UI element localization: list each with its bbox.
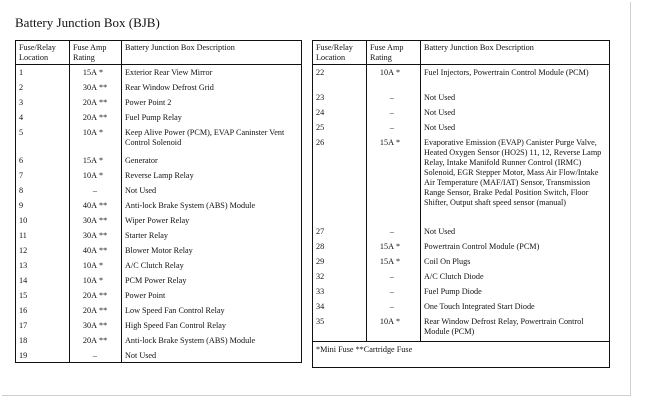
amp-rating-cell (70, 183, 122, 198)
amp-rating: – (389, 226, 394, 236)
amp-rating-cell (70, 258, 122, 273)
fuse-type-mark: * (396, 137, 401, 147)
fuse-description: Anti-lock Brake System (ABS) Module (125, 335, 256, 345)
fuse-description: Not Used (125, 185, 157, 195)
fuse-description: Reverse Lamp Relay (125, 170, 194, 180)
fuse-type-mark: * (99, 170, 104, 180)
fuse-location: 9 (16, 198, 70, 213)
amp-rating: 30A (82, 215, 97, 225)
amp-rating-cell (70, 318, 122, 333)
fuse-location: 26 (313, 135, 367, 224)
table-row (313, 314, 610, 342)
amp-rating-cell (70, 125, 122, 153)
amp-rating: – (389, 122, 394, 132)
amp-rating: 40A (82, 200, 97, 210)
amp-rating-cell (70, 348, 122, 363)
table-row (16, 243, 302, 258)
table-row (16, 95, 302, 110)
fuse-table-right (312, 40, 610, 368)
table-row (313, 254, 610, 269)
fuse-description: Coil On Plugs (424, 256, 471, 266)
fuse-description: Starter Relay (125, 230, 168, 240)
fuse-location: 15 (16, 288, 70, 303)
fuse-location: 35 (313, 314, 367, 342)
amp-rating-cell (367, 269, 421, 284)
fuse-type-mark: ** (99, 305, 108, 315)
amp-rating: 15A (82, 155, 97, 165)
amp-rating-cell (70, 65, 122, 80)
footnote-row (313, 342, 610, 368)
table-row (16, 333, 302, 348)
table-row (16, 125, 302, 153)
amp-rating-cell (70, 168, 122, 183)
table-row (16, 183, 302, 198)
fuse-location: 24 (313, 105, 367, 120)
fuse-description: High Speed Fan Control Relay (125, 320, 226, 330)
amp-rating-cell (367, 90, 421, 105)
fuse-location: 7 (16, 168, 70, 183)
fuse-type-mark: * (99, 260, 104, 270)
fuse-location: 4 (16, 110, 70, 125)
amp-rating: 10A (379, 68, 394, 77)
amp-rating: 30A (82, 230, 97, 240)
fuse-type-mark: * (396, 241, 401, 251)
header-description: Battery Junction Box Description (122, 41, 302, 65)
table-header-row (16, 41, 302, 65)
fuse-description: Fuel Injectors, Powertrain Control Module (PCM) (424, 68, 589, 77)
amp-rating-cell (70, 198, 122, 213)
table-row (16, 153, 302, 168)
fuse-type-mark: * (99, 155, 104, 165)
amp-rating-cell (367, 254, 421, 269)
fuse-type-mark: ** (99, 245, 108, 255)
table-row (16, 213, 302, 228)
fuse-description: One Touch Integrated Start Diode (424, 301, 535, 311)
amp-rating-cell (367, 314, 421, 342)
amp-rating: – (389, 107, 394, 117)
fuse-type-mark: ** (99, 320, 108, 330)
table-row (16, 303, 302, 318)
fuse-description: Evaporative Emission (EVAP) Canister Purge Valve, Heated Oxygen Sensor (HO2S) 11, 12, Reverse Lamp Relay, Intake Manifold Runner Control (IRMC) Solenoid, EGR Stepper Motor, Mass Air Flow/Intake Air Temperature (MAF/IAT) Sensor, Transmission Range Sensor, Brake Pedal Position Switch, Floor Shifter, Output shaft speed sensor (manual) (424, 137, 602, 207)
fuse-description: Rear Window Defrost Relay, Powertrain Control Module (PCM) (424, 316, 584, 336)
fuse-location: 34 (313, 299, 367, 314)
header-amp-rating: Fuse Amp Rating (367, 41, 421, 65)
amp-rating-cell (70, 228, 122, 243)
fuse-location: 11 (16, 228, 70, 243)
amp-rating: 30A (82, 320, 97, 330)
amp-rating-cell (70, 110, 122, 125)
fuse-description: Rear Window Defrost Grid (125, 82, 214, 92)
amp-rating: 15A (379, 241, 394, 251)
fuse-description: Blower Motor Relay (125, 245, 193, 255)
fuse-location: 19 (16, 348, 70, 363)
amp-rating: – (389, 301, 394, 311)
amp-rating: – (92, 185, 97, 195)
amp-rating-cell (367, 299, 421, 314)
table-row (313, 90, 610, 105)
fuse-type-mark: ** (99, 200, 108, 210)
fuse-location: 22 (313, 65, 367, 90)
fuse-type-mark: ** (99, 290, 108, 300)
footnote: *Mini Fuse **Cartridge Fuse (313, 342, 610, 368)
fuse-type-mark: ** (99, 215, 108, 225)
amp-rating-cell (367, 65, 421, 90)
amp-rating: – (389, 92, 394, 102)
fuse-type-mark: * (396, 316, 401, 326)
fuse-location: 2 (16, 80, 70, 95)
table-row (16, 65, 302, 80)
fuse-description: Not Used (424, 122, 456, 132)
amp-rating-cell (70, 288, 122, 303)
amp-rating: 10A (82, 260, 97, 270)
fuse-location: 27 (313, 224, 367, 239)
header-fuse-location: Fuse/Relay Location (313, 41, 367, 65)
fuse-description: Generator (125, 155, 158, 165)
amp-rating-cell (367, 284, 421, 299)
fuse-type-mark: ** (99, 335, 108, 345)
table-row (313, 105, 610, 120)
fuse-description: Not Used (125, 350, 157, 360)
fuse-description: Powertrain Control Module (PCM) (424, 241, 540, 251)
table-row (16, 273, 302, 288)
amp-rating: 40A (82, 245, 97, 255)
header-description: Battery Junction Box Description (421, 41, 610, 65)
fuse-location: 28 (313, 239, 367, 254)
amp-rating-cell (367, 120, 421, 135)
amp-rating-cell (367, 135, 421, 224)
fuse-location: 10 (16, 213, 70, 228)
fuse-type-mark: ** (99, 112, 108, 122)
amp-rating: 10A (379, 316, 394, 326)
table-row (16, 318, 302, 333)
amp-rating-cell (70, 303, 122, 318)
fuse-location: 32 (313, 269, 367, 284)
amp-rating: – (389, 271, 394, 281)
table-row (16, 288, 302, 303)
fuse-location: 18 (16, 333, 70, 348)
fuse-description: Low Speed Fan Control Relay (125, 305, 225, 315)
fuse-location: 23 (313, 90, 367, 105)
fuse-description: Anti-lock Brake System (ABS) Module (125, 200, 256, 210)
amp-rating-cell (367, 105, 421, 120)
fuse-description: Not Used (424, 92, 456, 102)
amp-rating: 10A (82, 170, 97, 180)
fuse-description: Power Point (125, 290, 166, 300)
amp-rating-cell (367, 239, 421, 254)
table-row (16, 198, 302, 213)
table-row (16, 110, 302, 125)
fuse-type-mark: * (99, 275, 104, 285)
amp-rating-cell (70, 243, 122, 258)
fuse-location: 25 (313, 120, 367, 135)
fuse-type-mark: ** (99, 97, 108, 107)
table-row (16, 228, 302, 243)
amp-rating: 20A (82, 290, 97, 300)
page-title: Battery Junction Box (BJB) (15, 15, 160, 30)
fuse-location: 8 (16, 183, 70, 198)
amp-rating: 10A (82, 275, 97, 285)
fuse-location: 29 (313, 254, 367, 269)
amp-rating-cell (70, 273, 122, 288)
fuse-location: 33 (313, 284, 367, 299)
amp-rating-cell (70, 333, 122, 348)
amp-rating-cell (70, 95, 122, 110)
fuse-type-mark: * (99, 68, 104, 77)
fuse-description: PCM Power Relay (125, 275, 187, 285)
fuse-description: Power Point 2 (125, 97, 172, 107)
fuse-description: A/C Clutch Relay (125, 260, 184, 270)
fuse-location: 5 (16, 125, 70, 153)
fuse-type-mark: ** (99, 82, 108, 92)
fuse-description: Fuel Pump Relay (125, 112, 182, 122)
fuse-type-mark: * (396, 68, 401, 77)
amp-rating: 20A (82, 112, 97, 122)
table-row (313, 224, 610, 239)
amp-rating: 15A (82, 68, 97, 77)
fuse-location: 16 (16, 303, 70, 318)
fuse-location: 6 (16, 153, 70, 168)
amp-rating-cell (70, 153, 122, 168)
fuse-description: A/C Clutch Diode (424, 271, 484, 281)
fuse-description: Not Used (424, 226, 456, 236)
table-row (313, 239, 610, 254)
amp-rating: 20A (82, 335, 97, 345)
header-fuse-location: Fuse/Relay Location (16, 41, 70, 65)
fuse-location: 12 (16, 243, 70, 258)
fuse-description: Exterior Rear View Mirror (125, 68, 213, 77)
amp-rating: 30A (82, 82, 97, 92)
table-row (313, 269, 610, 284)
table-header-row (313, 41, 610, 65)
fuse-location: 1 (16, 65, 70, 80)
fuse-type-mark: * (99, 127, 104, 137)
fuse-location: 17 (16, 318, 70, 333)
fuse-type-mark: * (396, 256, 401, 266)
fuse-type-mark: ** (99, 230, 108, 240)
table-row (313, 299, 610, 314)
fuse-description: Wiper Power Relay (125, 215, 190, 225)
amp-rating-cell (70, 80, 122, 95)
header-amp-rating: Fuse Amp Rating (70, 41, 122, 65)
table-row (313, 284, 610, 299)
table-row (313, 135, 610, 224)
amp-rating-cell (70, 213, 122, 228)
fuse-location: 3 (16, 95, 70, 110)
amp-rating: 15A (379, 256, 394, 266)
amp-rating: – (389, 286, 394, 296)
amp-rating-cell (367, 224, 421, 239)
fuse-description: Fuel Pump Diode (424, 286, 482, 296)
table-row (16, 168, 302, 183)
amp-rating: 10A (82, 127, 97, 137)
fuse-location: 14 (16, 273, 70, 288)
fuse-description: Not Used (424, 107, 456, 117)
fuse-location: 13 (16, 258, 70, 273)
table-row (16, 80, 302, 95)
table-row (16, 258, 302, 273)
table-row (313, 65, 610, 90)
amp-rating: 15A (379, 137, 394, 147)
amp-rating: – (92, 350, 97, 360)
table-row (313, 120, 610, 135)
amp-rating: 20A (82, 305, 97, 315)
amp-rating: 20A (82, 97, 97, 107)
fuse-table-left (15, 40, 302, 363)
fuse-description: Keep Alive Power (PCM), EVAP Caninster Vent Control Solenoid (125, 127, 285, 147)
table-row (16, 348, 302, 363)
